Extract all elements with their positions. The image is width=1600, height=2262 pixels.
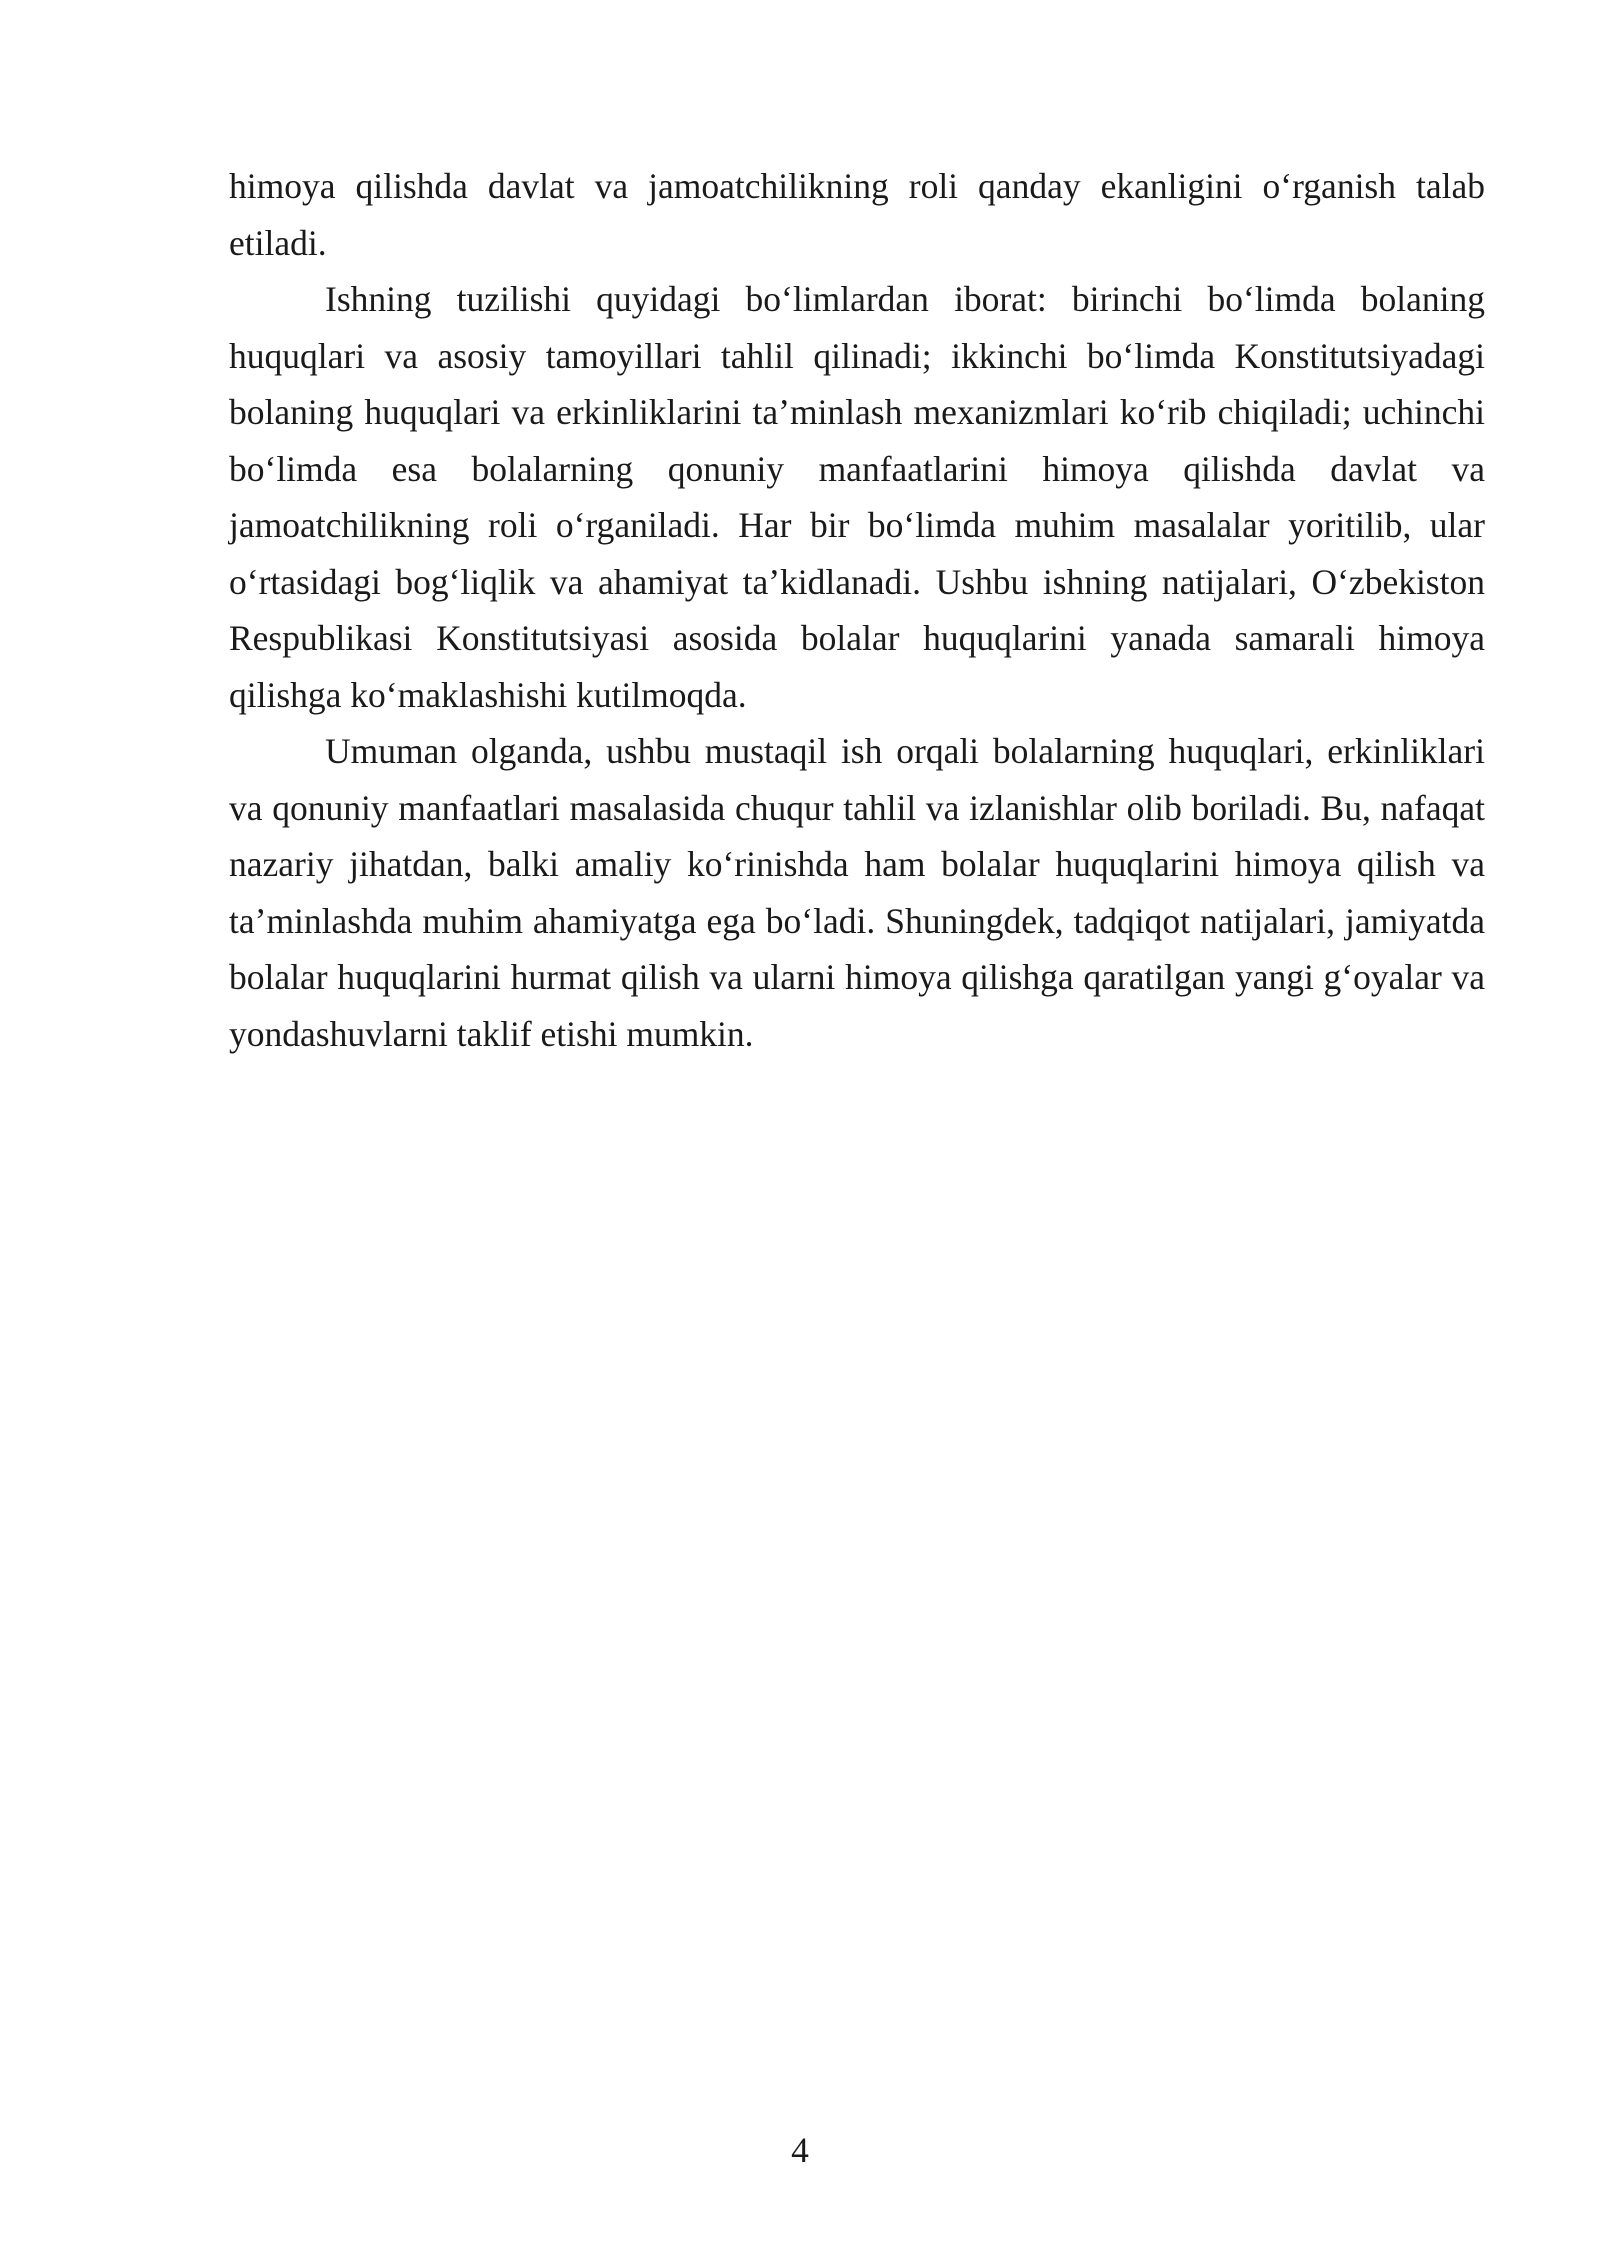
paragraph-work-structure: Ishning tuzilishi quyidagi boʻlimlardan iborat: birinchi boʻlimda bolaning huquqlari va asosiy tamoyillari tahlil qilinadi; ikkinchi boʻlimda Konstitutsiyadagi bolaning huquqlari va erkinliklarini taʼminlash mexanizmlari koʻrib chiqiladi; uchinchi boʻlimda esa bolalarning qonuniy manfaatlarini himoya qilishda davlat va jamoatchilikning roli oʻrganiladi. Har bir boʻlimda muhim masalalar yoritilib, ular oʻrtasidagi bogʻliqlik va ahamiyat taʼkidlanadi. Ushbu ishning natijalari, Oʻzbekiston Respublikasi Konstitutsiyasi asosida bolalar huquqlarini yanada samarali himoya qilishga koʻmaklashishi kutilmoqda.: [229, 279, 1485, 715]
page-number: 4: [791, 2130, 809, 2170]
document-body: [229, 158, 1485, 1062]
paragraph-continuation: himoya qilishda davlat va jamoatchilikning roli qanday ekanligini oʻrganish talab etiladi.: [229, 166, 1485, 263]
paragraph-conclusion: Umuman olganda, ushbu mustaqil ish orqali bolalarning huquqlari, erkinliklari va qonuniy manfaatlari masalasida chuqur tahlil va izlanishlar olib boriladi. Bu, nafaqat nazariy jihatdan, balki amaliy koʻrinishda ham bolalar huquqlarini himoya qilish va taʼminlashda muhim ahamiyatga ega boʻladi. Shuningdek, tadqiqot natijalari, jamiyatda bolalar huquqlarini hurmat qilish va ularni himoya qilishga qaratilgan yangi gʻoyalar va yondashuvlarni taklif etishi mumkin.: [229, 731, 1485, 1054]
